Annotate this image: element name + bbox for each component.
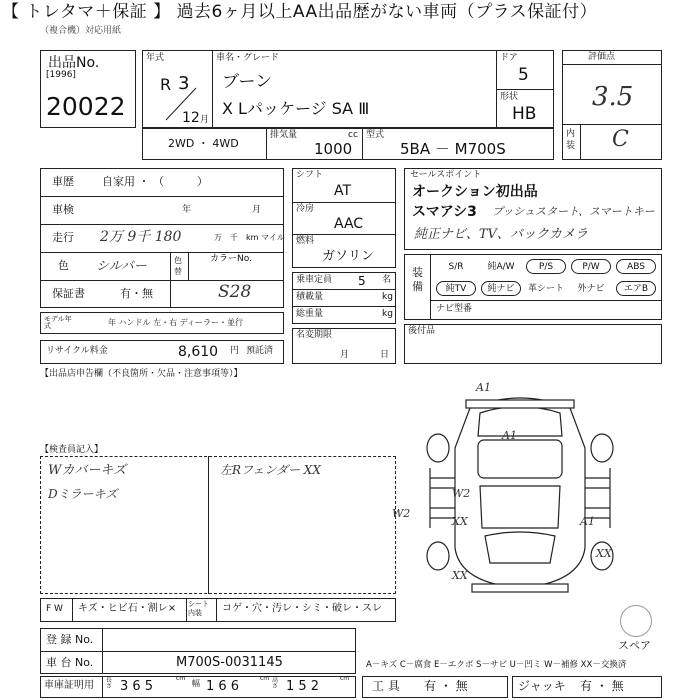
fw-label: F W <box>46 604 63 614</box>
weight-label: 総重量 <box>296 309 324 319</box>
sales-point-line2: スマアシ3 <box>412 204 477 220</box>
load-label: 積載量 <box>296 292 324 302</box>
displacement-unit: cc <box>348 130 358 140</box>
damage-mark: A1 <box>476 381 491 394</box>
sales-point-line2-hw: プッシュスタート、スマートキー <box>492 205 655 218</box>
displacement-label: 排気量 <box>270 130 298 140</box>
jack-value: 有 ・ 無 <box>580 679 624 693</box>
car-name: ブーン <box>222 72 273 92</box>
year-value: 3 <box>178 73 190 94</box>
mileage-value: 2万 9千 180 <box>100 229 182 245</box>
after-fit-box <box>404 324 662 364</box>
sales-point-line1: オークション初出品 <box>412 184 538 200</box>
cert-height: 1 5 2 <box>286 679 320 694</box>
fuel-label: 燃料 <box>296 236 315 246</box>
month-unit: 月 <box>200 115 210 125</box>
doors-label: ドア <box>500 53 518 63</box>
recycle-label: リサイクル料金 <box>46 346 108 356</box>
color-code: S28 <box>218 282 252 302</box>
model-value: 5BA － M700S <box>400 140 506 158</box>
equipment-row2-1: 純ナビ <box>481 281 521 296</box>
year-label: 年式 <box>146 53 165 63</box>
recycle-unit: 円 <box>230 346 240 356</box>
capacity-unit: 名 <box>382 275 392 285</box>
interior-value: C <box>612 127 629 152</box>
mileage-label: 走行 <box>52 231 74 244</box>
damage-mark: W2 <box>392 507 411 520</box>
inspection-month: 月 <box>252 205 262 215</box>
registration-label: 登 録 No. <box>46 633 94 646</box>
recycle-value: 8,610 <box>178 344 219 360</box>
lot-number: 20022 <box>46 92 126 121</box>
warranty-value: 有・無 <box>120 287 153 300</box>
expiry-month: 月 <box>340 350 350 360</box>
cert-height-unit: cm <box>340 675 350 682</box>
remarks-label: 【出品店申告欄（不良箇所・欠品・注意事項等）】 <box>40 369 243 379</box>
damage-mark: A1 <box>502 429 517 442</box>
cert-width-unit: cm <box>260 675 270 682</box>
shape-value: HB <box>512 104 537 124</box>
ac-value: AAC <box>334 216 364 232</box>
after-fit-label: 後付品 <box>408 326 436 336</box>
cert-height-label: 高さ <box>272 677 279 690</box>
damage-mark: XX <box>452 569 468 582</box>
equipment-row1-1: 純A/W <box>487 262 515 272</box>
color-value: シルバー <box>96 259 147 274</box>
inspection-year: 年 <box>182 205 192 215</box>
spare-label: スペア <box>618 639 651 652</box>
warranty-label: 保証書 <box>52 287 85 300</box>
interior-label: 内装 <box>566 129 576 151</box>
year-era: R <box>160 75 172 94</box>
color-change-label: 色替 <box>174 256 182 276</box>
history-label: 車歴 <box>52 175 74 188</box>
sales-point-label: セールスポイント <box>410 170 482 180</box>
inspector-label: 【検査員記入】 <box>40 445 104 455</box>
capacity-value: 5 <box>358 274 366 288</box>
mileage-units: 万 千 km マイル <box>214 233 285 242</box>
inspection-label: 車検 <box>52 203 74 216</box>
equipment-row2-4: エアB <box>616 281 656 296</box>
color-label: 色 <box>58 259 69 272</box>
spare-tire-icon <box>620 605 652 637</box>
lot-label: 出品No. <box>48 55 100 71</box>
navi-model-label: ナビ型番 <box>436 304 473 314</box>
inspector-note2: Dミラーキズ <box>48 487 118 501</box>
equipment-row2-0: 純TV <box>436 281 476 296</box>
color-code-label: カラーNo. <box>210 254 252 264</box>
weight-unit: kg <box>382 309 393 319</box>
paper-note: （複合機）対応用紙 <box>40 26 122 36</box>
cert-length: 3 6 5 <box>120 679 154 694</box>
expiry-label: 名変期限 <box>296 330 333 340</box>
fuel-value: ガソリン <box>322 249 375 264</box>
displacement-value: 1000 <box>314 140 353 158</box>
damage-mark: XX <box>596 547 612 560</box>
jack-label: ジャッキ <box>518 679 566 693</box>
score-label: 評価点 <box>588 52 616 62</box>
shift-value: AT <box>334 183 352 199</box>
fw-items: キズ・ヒビ石・割レ× <box>78 603 177 614</box>
equipment-row1-2: P/S <box>526 259 566 274</box>
tools-label: 工 具 <box>372 679 400 693</box>
damage-mark: A1 <box>580 515 595 528</box>
drive-type: 2WD ・ 4WD <box>168 137 239 150</box>
capacity-label: 乗車定員 <box>296 275 333 285</box>
chassis-value: M700S-0031145 <box>176 655 283 670</box>
ac-label: 冷房 <box>296 204 315 214</box>
equipment-label: 装備 <box>412 266 423 293</box>
damage-mark: XX <box>452 515 468 528</box>
recycle-note: 預託済 <box>246 346 274 356</box>
equipment-row2-2: 革シート <box>527 284 564 294</box>
equipment-row2-3: 外ナビ <box>577 284 605 294</box>
seat-items: コゲ・穴・汚レ・シミ・破レ・スレ <box>222 603 382 614</box>
damage-legend: A－キズ C－腐食 E－エクボ S－サビ U－凹ミ W－補修 XX－交換済 <box>366 660 627 670</box>
tools-value: 有 ・ 無 <box>424 679 468 693</box>
history-options: 自家用 ・ （ ） <box>102 175 208 188</box>
shape-label: 形状 <box>500 92 519 102</box>
equipment-row1-0: S/R <box>448 262 464 272</box>
car-label: 車名・グレード <box>216 53 280 63</box>
model-year-text: 年 ハンドル 左・右 ディーラー・並行 <box>108 318 243 327</box>
lot-year-tag: [1996] <box>46 70 76 80</box>
inspector-note3: 左Rフェンダー XX <box>220 463 321 477</box>
cert-label: 車庫証明用 <box>44 680 94 691</box>
cert-width-label: 幅 <box>192 679 200 688</box>
sales-point-line3-hw: 純正ナビ、TV、バックカメラ <box>414 227 588 242</box>
doors-value: 5 <box>518 65 529 85</box>
cert-length-label: 長さ <box>106 677 113 690</box>
score-value: 3.5 <box>592 82 634 112</box>
equipment-row1-4: ABS <box>616 259 656 274</box>
car-grade: X Lパッケージ SA Ⅲ <box>222 99 370 118</box>
seat-label: シート内装 <box>188 600 209 617</box>
damage-mark: W2 <box>452 487 471 500</box>
chassis-label: 車 台 No. <box>46 656 94 669</box>
banner-title: 【 トレタマ＋保証 】 過去6ヶ月以上AA出品歴がない車両（プラス保証付） <box>2 2 598 22</box>
cert-length-unit: cm <box>176 675 186 682</box>
model-year-label: モデル年式 <box>44 315 72 330</box>
expiry-day: 日 <box>380 350 390 360</box>
inspector-note1: Wカバーキズ <box>48 463 127 478</box>
shift-label: シフト <box>296 170 324 180</box>
car-diagram <box>400 378 640 598</box>
equipment-row1-3: P/W <box>571 259 611 274</box>
load-unit: kg <box>382 292 393 302</box>
year-month: 12 <box>182 110 200 126</box>
model-label: 型式 <box>366 130 385 140</box>
cert-width: 1 6 6 <box>206 679 240 694</box>
